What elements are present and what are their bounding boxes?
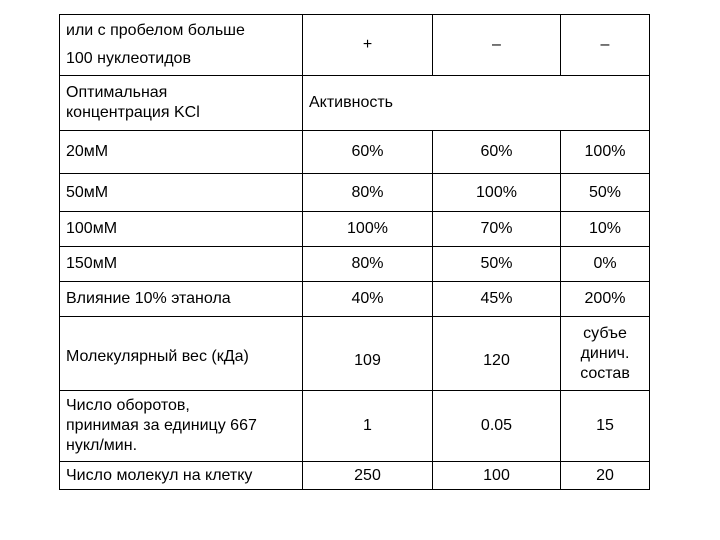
cell-value: 20: [561, 462, 650, 490]
cell-value: 100%: [433, 174, 561, 212]
value-line: динич.: [580, 344, 630, 362]
label-line: принимая за единицу 667: [66, 417, 257, 434]
table-row: [60, 282, 650, 317]
cell-value: 60%: [303, 131, 433, 174]
cell-value: 50%: [561, 174, 650, 212]
cell-value: 50%: [433, 247, 561, 282]
table-row: [60, 317, 650, 391]
row-label: [60, 15, 303, 76]
cell-value: [561, 317, 650, 391]
cell-value: 100: [433, 462, 561, 490]
row-label: Число молекул на клетку: [60, 462, 303, 490]
value-line: состав: [580, 364, 630, 382]
cell-value: 60%: [433, 131, 561, 174]
label-line: 100 нуклеотидов: [66, 50, 191, 67]
cell-value: 45%: [433, 282, 561, 317]
row-label: Влияние 10% этанола: [60, 282, 303, 317]
cell-value: 0%: [561, 247, 650, 282]
cell-value: 15: [561, 391, 650, 462]
cell-value: 120: [433, 317, 561, 391]
cell-value: 250: [303, 462, 433, 490]
cell-value: 70%: [433, 212, 561, 247]
label-line: Оптимальная: [66, 84, 168, 101]
cell-value: 100%: [303, 212, 433, 247]
cell-value: 40%: [303, 282, 433, 317]
table-row: [60, 462, 650, 490]
table-row: [60, 131, 650, 174]
cell-value: –: [561, 15, 650, 76]
cell-value: 200%: [561, 282, 650, 317]
row-label: 20мМ: [60, 131, 303, 174]
activity-header: Активность: [303, 76, 650, 131]
cell-value: –: [433, 15, 561, 76]
cell-value: 1: [303, 391, 433, 462]
row-label: 150мМ: [60, 247, 303, 282]
cell-value: 80%: [303, 174, 433, 212]
row-label: 50мМ: [60, 174, 303, 212]
table-row: [60, 174, 650, 212]
label-line: Число оборотов,: [66, 397, 190, 414]
row-label: Молекулярный вес (кДа): [60, 317, 303, 391]
table-row: [60, 15, 650, 76]
polymerase-properties-table: [59, 14, 650, 490]
cell-value: 10%: [561, 212, 650, 247]
label-line: нукл/мин.: [66, 437, 138, 454]
table-row: [60, 247, 650, 282]
cell-value: 109: [303, 317, 433, 391]
table-row: [60, 212, 650, 247]
label-line: концентрация KCl: [66, 104, 200, 121]
row-label: 100мМ: [60, 212, 303, 247]
cell-value: 80%: [303, 247, 433, 282]
cell-value: 100%: [561, 131, 650, 174]
row-label: [60, 391, 303, 462]
cell-value: +: [303, 15, 433, 76]
table-row: [60, 76, 650, 131]
value-line: субъе: [583, 324, 627, 342]
label-line: или с пробелом больше: [66, 22, 245, 39]
row-label: [60, 76, 303, 131]
cell-value: 0.05: [433, 391, 561, 462]
table-row: [60, 391, 650, 462]
